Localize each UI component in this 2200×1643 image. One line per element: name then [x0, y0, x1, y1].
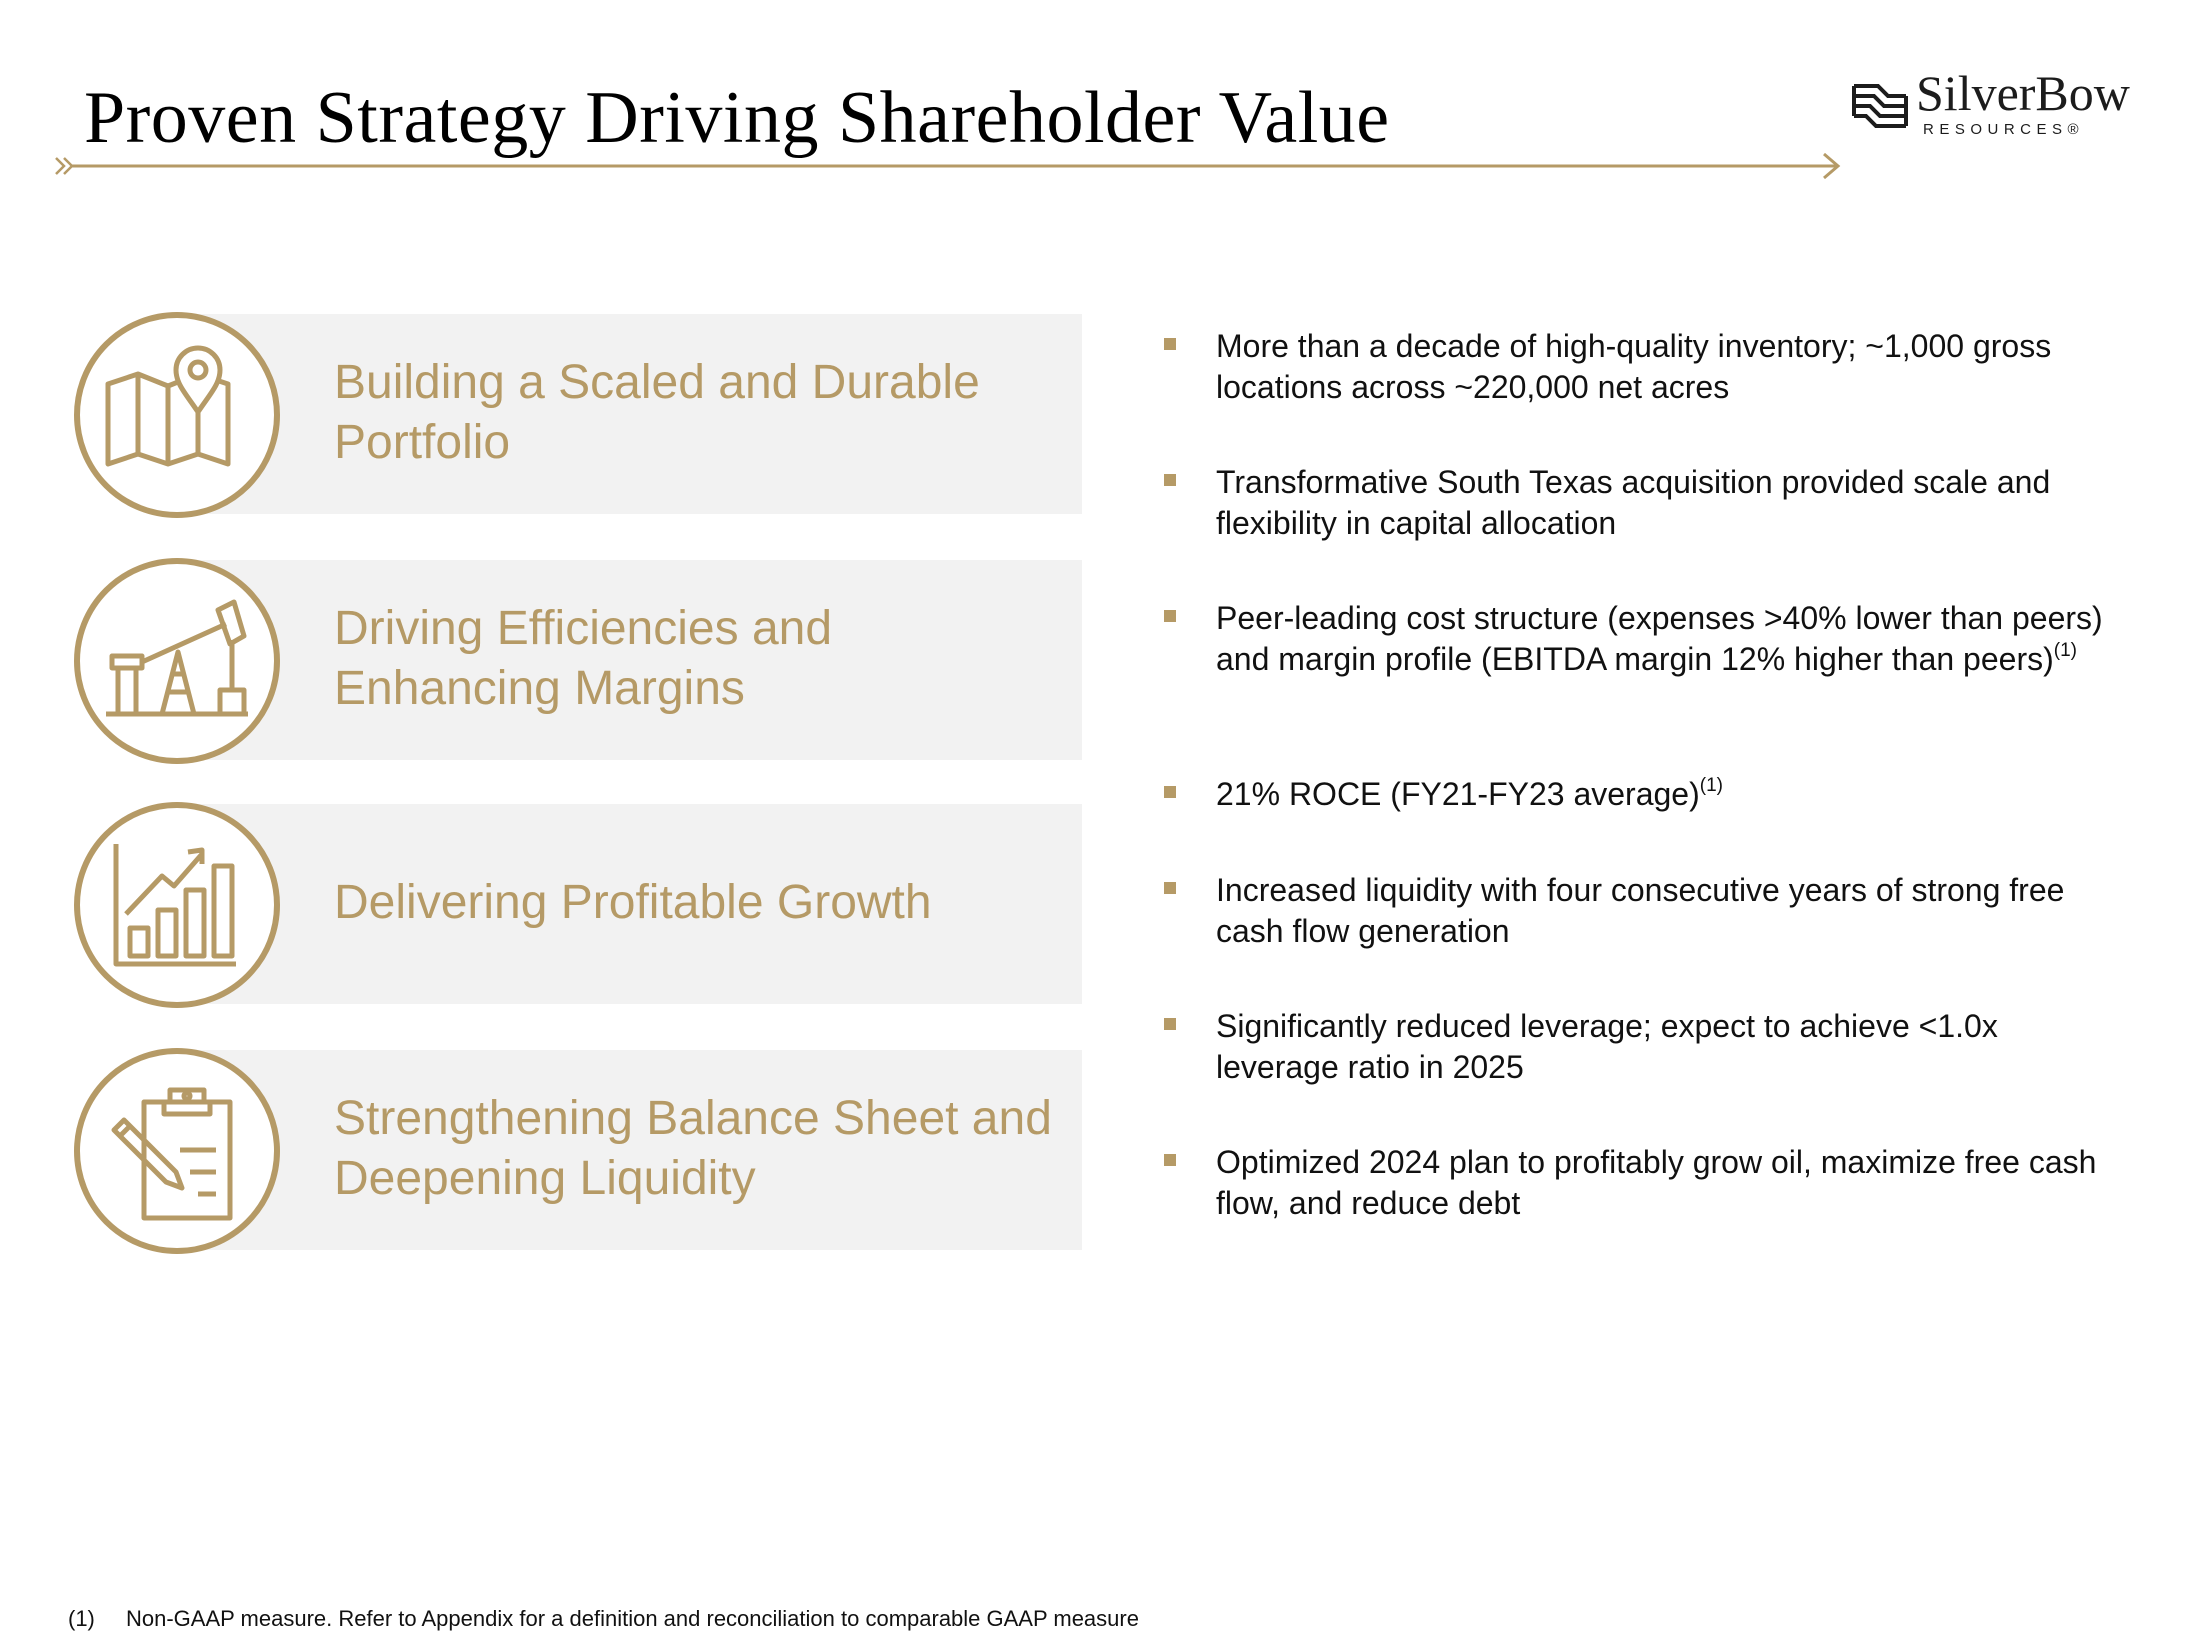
footnote: [68, 1606, 1139, 1632]
oil-pump-icon: [102, 586, 252, 736]
logo-wordmark: SilverBow: [1916, 65, 2130, 121]
pillar-label: Delivering Profitable Growth: [334, 876, 932, 929]
logo-subtitle: RESOURCES®: [1923, 121, 2085, 138]
clipboard-pencil-icon: [102, 1076, 252, 1226]
bullet-text: Optimized 2024 plan to profitably grow oil, maximize free cash flow, and reduce debt: [1216, 1144, 2097, 1221]
pillar-label: Driving Efficiencies and Enhancing Margins: [334, 602, 833, 715]
bullet-text: 21% ROCE (FY21-FY23 average): [1216, 776, 1700, 812]
map-pin-icon: [102, 340, 252, 490]
pillar-balance-sheet: [72, 1048, 1082, 1250]
bullet-marker: [1164, 338, 1176, 350]
footnote-ref: (1): [2053, 640, 2077, 661]
bullet-text: Increased liquidity with four consecutive years of strong free cash flow generation: [1216, 872, 2065, 949]
pillar-icon-circle: [74, 312, 280, 518]
bullet-marker: [1164, 1018, 1176, 1030]
bullet-marker: [1164, 882, 1176, 894]
title-arrow-rule: [52, 150, 1852, 190]
bullet-text: More than a decade of high-quality inventory; ~1,000 gross locations across ~220,000 net acres: [1216, 328, 2052, 405]
bullet-text: Transformative South Texas acquisition provided scale and flexibility in capital allocation: [1216, 464, 2051, 541]
bullet-marker: [1164, 474, 1176, 486]
pillar-icon-circle: [74, 558, 280, 764]
footnote-ref: (1): [1699, 775, 1723, 796]
bullet-text: Peer-leading cost structure (expenses >40% lower than peers) and margin profile (EBITDA margin 12% higher than peers): [1216, 600, 2103, 677]
bullet-marker: [1164, 610, 1176, 622]
pillar-efficiencies: [72, 558, 1082, 760]
bullet-marker: [1164, 786, 1176, 798]
logo-mark-icon: [1848, 72, 1912, 136]
pillar-scaled-portfolio: [72, 312, 1082, 514]
company-logo: [1848, 65, 2178, 148]
page-title: Proven Strategy Driving Shareholder Value: [84, 77, 1390, 159]
footnote-text: Non-GAAP measure. Refer to Appendix for a definition and reconciliation to comparable GAAP measure: [126, 1606, 1139, 1631]
pillar-label: Strengthening Balance Sheet and Deepening Liquidity: [334, 1092, 1052, 1205]
pillar-label: Building a Scaled and Durable Portfolio: [334, 356, 980, 469]
bullet-text: Significantly reduced leverage; expect to achieve <1.0x leverage ratio in 2025: [1216, 1008, 1998, 1085]
footnote-number: (1): [68, 1606, 95, 1631]
pillar-icon-circle: [74, 1048, 280, 1254]
growth-chart-icon: [102, 830, 252, 980]
pillar-profitable-growth: [72, 802, 1082, 1004]
bullet-marker: [1164, 1154, 1176, 1166]
pillar-icon-circle: [74, 802, 280, 1008]
